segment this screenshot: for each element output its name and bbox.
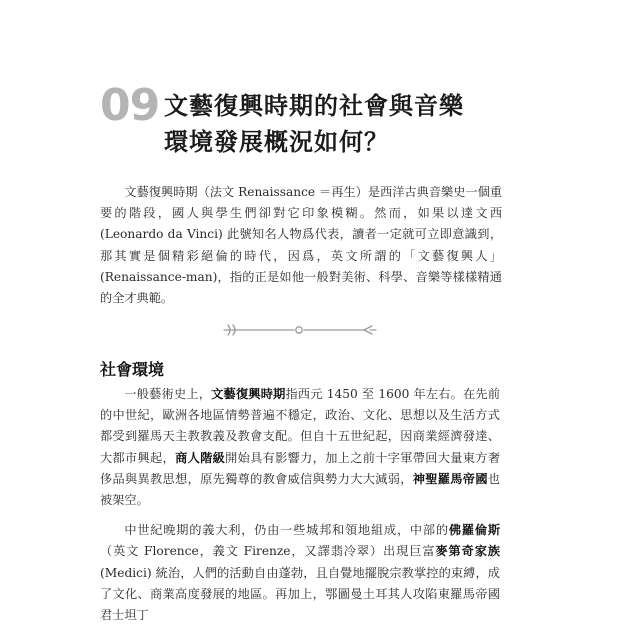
bold-term-florence: 佛羅倫斯 bbox=[448, 523, 501, 538]
bold-term-holy-roman-empire: 神聖羅馬帝國 bbox=[412, 471, 488, 486]
bold-term-merchant-class: 商人階級 bbox=[175, 450, 226, 465]
body-paragraph-1 bbox=[100, 384, 500, 511]
body-text bbox=[100, 384, 500, 626]
text-span: （英文 Florence，義文 Firenze，又譯翡冷翠）出現巨富 bbox=[100, 544, 436, 559]
text-span: 指西元 1450 至 1600 年左右。在先前的中世紀，歐洲各地區情勢普遍不穩定，政治、文化、思想以及生活方式都受到羅馬天主教教義及教會支配。但自十五世紀起，因商業經濟發達、大都市興起， bbox=[100, 387, 501, 465]
text-span: (Medici) 統治，人們的活動自由蓬勃，且自覺地擺脫宗教掌控的束縛，成了文化、商業高度發展的地區。再加上，鄂圖曼土耳其人攻陷東羅馬帝國君士坦丁 bbox=[100, 565, 500, 623]
section-heading: 社會環境 bbox=[100, 360, 165, 379]
intro-line-5: (Renaissance-man)，指的正是如他一般對美術、科學、音樂等樣樣精通的 bbox=[100, 269, 502, 306]
intro-line-4: 到，那其實是個精彩絕倫的時代，因爲，英文所謂的「文藝復興人」 bbox=[100, 227, 503, 263]
chapter-title bbox=[164, 88, 544, 160]
chapter-title-line-1: 文藝復興時期的社會與音樂 bbox=[164, 91, 464, 120]
bold-term-renaissance: 文藝復興時期 bbox=[211, 387, 286, 401]
text-span: 中世紀晚期的義大利，仍由一些城邦和領地組成，中部的 bbox=[124, 523, 449, 538]
intro-line-3: 西 (Leonardo da Vinci) 此號知名人物爲代表，讀者一定就可立即意識 bbox=[100, 206, 502, 242]
chapter-title-line-2: 環境發展概況如何？ bbox=[164, 127, 389, 156]
intro-text bbox=[100, 182, 502, 309]
body-paragraph-2 bbox=[100, 520, 500, 626]
chapter-number: 09 bbox=[100, 80, 160, 131]
intro-paragraph bbox=[100, 182, 502, 309]
text-span: 也被架空。 bbox=[100, 471, 501, 508]
text-span: 一般藝術史上， bbox=[124, 387, 212, 401]
intro-line-6: 全才典範。 bbox=[112, 291, 174, 306]
bold-term-medici: 麥第奇家族 bbox=[435, 544, 500, 559]
text-span: 開始具有影響力，加上之前十字軍帶回大量東方奢侈品與異教思想，原先獨尊的教會威信與勢力大大減弱， bbox=[100, 450, 501, 486]
section-divider-ornament bbox=[220, 322, 380, 338]
intro-line-2: 個重要的階段，國人與學生們卻對它印象模糊。然而，如果以達文 bbox=[100, 185, 503, 221]
intro-line-1: 文藝復興時期（法文 Renaissance ＝再生）是西洋古典音樂史一 bbox=[124, 185, 478, 199]
